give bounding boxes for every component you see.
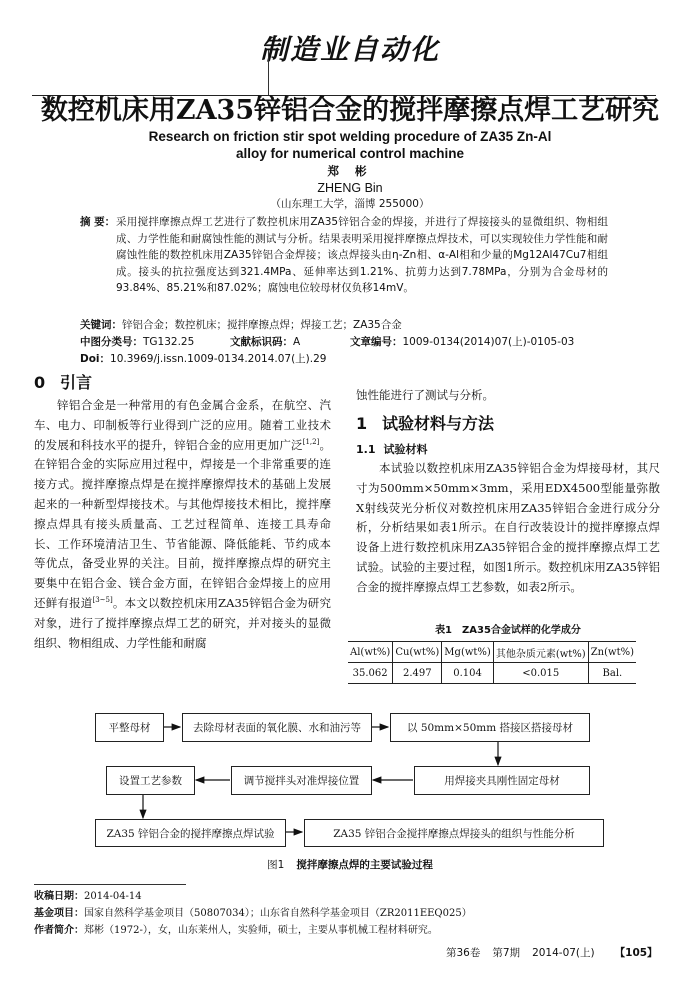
citation-3-5: [3~5] <box>92 595 113 604</box>
article-no-value: 1009-0134(2014)07(上)-0105-03 <box>402 336 575 348</box>
footnote-text: 国家自然科学基金项目（50807034）；山东省自然科学基金项目（ZR2011EEQ025） <box>84 908 472 919</box>
abstract-text: 采用搅拌摩擦点焊工艺进行了数控机床用ZA35锌铝合金的焊接，并进行了焊接接头的显微组织、物相组成、力学性能和耐腐蚀性能的测试与分析。结果表明采用搅拌摩擦点焊技术，可以实现较佳力学性能和耐腐蚀性能的数控机床用ZA35锌铝合金焊接；该点焊接头由η-Zn相、α-Al相和少量的Mg12Al47Cu7相组成。接头的抗拉强度达到321.4MPa、延伸率达到1.21%、抗剪力达到7.78MPa，分别为合金母材的93.84%、85.21%和87.02%；腐蚀电位较母材仅负移14mV。 <box>116 216 608 294</box>
section-0-body <box>34 396 331 653</box>
table-header-cell: 其他杂质元素(wt%) <box>493 642 588 663</box>
doc-code <box>230 335 350 350</box>
footnote-label: 基金项目： <box>34 908 84 919</box>
footnote-author <box>34 922 472 939</box>
flow-step-analysis: ZA35 锌铝合金搅拌摩擦点焊接头的组织与性能分析 <box>304 819 604 847</box>
table-cell: <0.015 <box>493 663 588 684</box>
clc-value: TG132.25 <box>143 336 195 348</box>
doi <box>80 352 326 367</box>
section-0-number: 0 <box>34 373 46 392</box>
issue: 第7期 <box>492 947 521 959</box>
keywords-label: 关键词： <box>80 319 122 331</box>
flow-step-flatten: 平整母材 <box>95 713 164 742</box>
footnote-label: 作者简介： <box>34 925 84 936</box>
table-1-caption: 表1 ZA35合金试样的化学成分 <box>435 625 581 636</box>
flow-step-align: 调节搅拌头对准焊接位置 <box>231 766 372 795</box>
author-en: ZHENG Bin <box>317 181 383 195</box>
table-header-cell: Zn(wt%) <box>588 642 636 663</box>
table-cell: 0.104 <box>442 663 494 684</box>
table-row <box>348 663 636 684</box>
footnote-text: 郑彬（1972-），女，山东莱州人，实验师，硕士，主要从事机械工程材料研究。 <box>84 925 438 936</box>
abstract-label: 摘 要： <box>80 216 116 228</box>
section-1-title: 试验材料与方法 <box>382 414 495 433</box>
section-1-heading <box>356 414 494 434</box>
keywords-text: 锌铝合金；数控机床；搅拌摩擦点焊；焊接工艺；ZA35合金 <box>122 319 402 331</box>
table-1 <box>348 641 636 684</box>
figure-1-caption <box>0 858 700 873</box>
chemical-composition-table <box>348 641 636 684</box>
volume: 第36卷 <box>446 947 481 959</box>
title-en-line-2: alloy for numerical control machine <box>235 146 465 161</box>
intro-text-a: 锌铝合金是一种常用的有色金属合金系，在航空、汽车、电力、印制板等行业得到广泛的应用。随着工业技术的发展和科技水平的提升，锌铝合金的应用更加广泛 <box>34 398 331 452</box>
flow-step-clean: 去除母材表面的氧化膜、水和油污等 <box>182 713 372 742</box>
section-1-body <box>356 459 660 598</box>
intro-continued: 蚀性能进行了测试与分析。 <box>356 388 494 402</box>
author-cn: 郑 彬 <box>327 164 373 178</box>
clc-label: 中图分类号： <box>80 336 143 348</box>
keywords <box>80 318 402 333</box>
article-no <box>350 335 574 350</box>
footnote-fund <box>34 905 472 922</box>
table-header-cell: Al(wt%) <box>348 642 393 663</box>
abstract <box>80 214 608 297</box>
doc-code-label: 文献标识码： <box>230 336 293 348</box>
section-0-title: 引言 <box>60 373 93 392</box>
table-cell: Bal. <box>588 663 636 684</box>
doc-code-value: A <box>293 336 301 348</box>
affiliation: （山东理工大学，淄博 255000） <box>270 198 430 210</box>
materials-paragraph: 本试验以数控机床用ZA35锌铝合金为焊接母材，其尺寸为500mm×50mm×3mm，采用EDX4500型能量弥散X射线荧光分析仪对数控机床用ZA35锌铝合金进行成分分析，分析结果如表1所示。在自行改装设计的搅拌摩擦点焊设备上进行数控机床用ZA35锌铝合金的搅拌摩擦点焊工艺试验。试验的主要过程，如图1所示。数控机床用ZA35锌铝合金的搅拌摩擦点焊工艺参数，如表2所示。 <box>356 461 660 594</box>
doi-label: Doi： <box>80 353 111 365</box>
table-cell: 35.062 <box>348 663 393 684</box>
footnote-rule <box>34 884 186 885</box>
intro-paragraph <box>34 396 331 653</box>
journal-logo: 制造业自动化 <box>259 33 440 66</box>
page-footer <box>446 946 658 961</box>
intro-text-b: 。在锌铝合金的实际应用过程中，焊接是一个非常重要的连接方式。搅拌摩擦点焊是在搅拌摩擦焊技术的基础上发展起来的一种新型焊接技术。与其他焊接技术相比，搅拌摩擦点焊具有接头质量高、工艺过程简单、连接工具寿命长、工作环境清洁卫生、节省能源、降低能耗、节约成本等优点，备受业界的关注。目前，搅拌摩擦点焊的研究主要集中在铝合金、镁合金方面，在锌铝合金焊接上的应用还鲜有报道 <box>34 437 332 610</box>
title-cn: 数控机床用ZA35锌铝合金的搅拌摩擦点焊工艺研究 <box>40 95 660 126</box>
flow-step-overlap: 以 50mm×50mm 搭接区搭接母材 <box>390 713 590 742</box>
table-cell: 2.497 <box>393 663 442 684</box>
subsection-1-1-title: 试验材料 <box>383 443 428 456</box>
footnotes <box>34 888 472 939</box>
table-header-cell: Cu(wt%) <box>393 642 442 663</box>
subsection-1-1-heading <box>356 442 428 457</box>
flow-step-fixture: 用焊接夹具刚性固定母材 <box>414 766 590 795</box>
clc <box>80 335 230 350</box>
footnote-received <box>34 888 472 905</box>
doi-value: 10.3969/j.issn.1009-0134.2014.07(上).29 <box>110 353 327 365</box>
subsection-1-1-number: 1.1 <box>356 443 376 456</box>
article-no-label: 文章编号： <box>350 336 403 348</box>
citation-1-2: [1,2] <box>302 437 320 446</box>
footnote-label: 收稿日期： <box>34 891 84 902</box>
title-en <box>0 128 700 162</box>
title-en-line-1: Research on friction stir spot welding procedure of ZA35 Zn-Al <box>148 129 552 144</box>
section-1-number: 1 <box>356 414 368 433</box>
section-0-heading <box>34 373 92 393</box>
figure-1-number: 图1 <box>267 859 285 871</box>
table-header-row <box>348 642 636 663</box>
intro-text-c: 。本文以数控机床用ZA35锌铝合金为研究对象，进行了搅拌摩擦点焊工艺的研究，并对接头的显微组织、物相组成、力学性能和耐腐 <box>34 595 331 650</box>
classification-line <box>80 335 620 350</box>
table-header-cell: Mg(wt%) <box>442 642 494 663</box>
flow-step-parameters: 设置工艺参数 <box>106 766 195 795</box>
page-number: 【105】 <box>614 947 658 959</box>
flow-step-welding-test: ZA35 锌铝合金的搅拌摩擦点焊试验 <box>95 819 286 847</box>
figure-1-title: 搅拌摩擦点焊的主要试验过程 <box>296 859 433 871</box>
issue-date: 2014-07(上) <box>532 947 595 959</box>
logo-divider <box>268 50 269 95</box>
footnote-text: 2014-04-14 <box>84 891 142 902</box>
